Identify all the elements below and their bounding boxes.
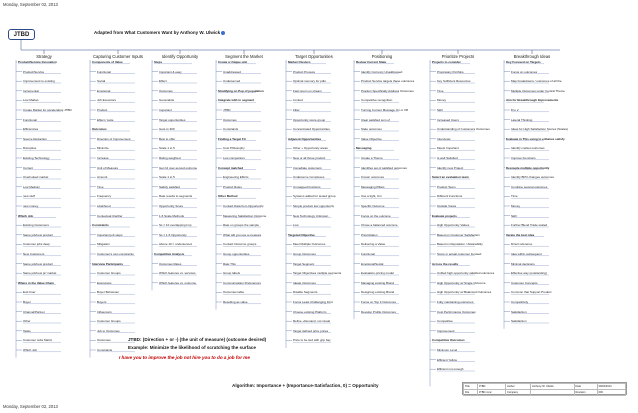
branch-1-node[interactable]: Minimize <box>97 146 109 151</box>
branch-3-title[interactable]: Segment the Market <box>225 54 263 59</box>
branch-2-node[interactable]: Important & easy <box>159 69 182 74</box>
branch-2-node[interactable]: Outcomes Rates <box>159 261 182 266</box>
info-icon[interactable] <box>221 31 225 35</box>
branch-5-node[interactable]: Identify Currency Unaddressed <box>361 69 403 74</box>
branch-7-node[interactable]: Further Blend Trade scaled <box>511 223 548 228</box>
branch-0-node[interactable]: Tasks <box>23 328 31 333</box>
branch-4-node[interactable]: Filter <box>293 108 300 112</box>
branch-3-node[interactable]: Contact Data from Opportunity <box>223 204 264 208</box>
branch-1-node[interactable]: Buyer Behaviour <box>97 290 120 295</box>
branch-1-node[interactable]: Unit of Measure <box>97 165 119 170</box>
branch-6-node[interactable]: Key Sufficient Resources <box>437 79 471 84</box>
branch-4-node[interactable]: Product Process <box>293 69 316 74</box>
title-block-cell: Author <box>505 384 530 390</box>
branch-7-node[interactable]: Customer Concepts <box>511 280 538 285</box>
branch-4-node[interactable]: Immediate customers <box>293 165 322 170</box>
branch-0-node[interactable]: Which Job <box>23 348 38 352</box>
branch-4-node[interactable]: Opportunity score group <box>293 117 326 122</box>
branch-0-node[interactable]: Disruptive <box>23 146 37 151</box>
branch-1-node[interactable]: Outcomes <box>97 338 111 343</box>
branch-6-node[interactable]: Efficient Yellow <box>437 357 457 362</box>
branch-3-node[interactable]: Create a Unique unit <box>218 60 248 64</box>
branch-5-node[interactable]: Develop Profile Outcomes <box>361 309 396 314</box>
title-block-cell: JTBD.mmc <box>477 390 505 396</box>
branch-6-node[interactable]: Score in actual customer focused <box>437 252 482 256</box>
branch-2-node[interactable]: Outcomes <box>159 88 173 93</box>
branch-0-node[interactable]: Current <box>23 165 34 170</box>
branch-6-node[interactable]: High Opportunity w/ Balanced Outcomes <box>437 290 492 295</box>
branch-7-node[interactable]: Satisfaction <box>511 319 527 324</box>
branch-4-node[interactable]: Simple product low opportunity <box>293 204 335 208</box>
branch-6-title[interactable]: Prioritize Projects <box>441 54 475 59</box>
branch-4-node[interactable]: Refine +Demand, not visual <box>293 319 330 324</box>
branch-4-node[interactable]: Underserve Complexes <box>293 175 325 180</box>
branch-4-node[interactable]: Targeted Objective <box>288 232 315 237</box>
branch-1-node[interactable]: Social <box>97 79 106 84</box>
branch-5-node[interactable]: Clear satisfied sum of <box>361 117 390 122</box>
branch-7-node[interactable]: Common that Support Product <box>511 290 552 295</box>
branch-7-node[interactable]: Satisfaction <box>511 309 527 314</box>
branch-0-node[interactable]: Create Market for accelerating JTBD <box>23 108 72 112</box>
branch-2-node[interactable]: Effect <box>159 79 167 84</box>
branch-6-node[interactable]: Unified high opportunity satisfied outcomes <box>437 271 495 276</box>
branch-3-node[interactable]: Unaddressed <box>223 69 241 74</box>
title-block-cell: Company <box>505 390 530 396</box>
branch-6-node[interactable]: Competitive Outcomes <box>432 338 465 343</box>
branch-0-node[interactable]: Same job/new product <box>23 261 53 266</box>
title-block-cell <box>531 390 575 396</box>
branch-4-node[interactable]: Ideate Outcomes <box>293 280 316 285</box>
branch-3-node[interactable]: Cost Philosophy <box>223 146 245 151</box>
header-date: Monday, September 02, 2013 <box>3 2 58 7</box>
branch-1-node[interactable]: Executives <box>97 280 112 285</box>
branch-5-node[interactable]: Known outcomes <box>361 175 385 180</box>
branch-0-node[interactable]: Efficiencies <box>23 127 39 132</box>
branch-3-node[interactable]: What will you use a measure <box>223 232 262 237</box>
branch-7-node[interactable]: Evaluate in This using to enhance satisfy <box>506 136 565 141</box>
branch-6-node[interactable]: Cost Performance Outcomes <box>437 309 476 314</box>
branch-4-node[interactable]: Limited <box>293 98 303 103</box>
branch-2-node[interactable]: Above 10 = underserved <box>159 242 192 247</box>
branch-6-node[interactable]: Product Team <box>437 184 456 189</box>
branch-1-node[interactable]: Direction of Improvement <box>97 136 131 141</box>
branch-0-node[interactable]: Product/Service Innovation <box>18 60 57 64</box>
branch-0-node[interactable]: Buyer <box>23 300 31 304</box>
branch-1-node[interactable]: Buyers <box>97 300 107 304</box>
branch-3-node[interactable]: Contact Outcome groups <box>223 242 257 247</box>
branch-6-node[interactable]: Based on Reputation / Attainability <box>437 242 483 247</box>
branch-1-node[interactable]: Effect / suite <box>97 117 114 122</box>
branch-4-node[interactable]: Target Segment <box>293 261 315 266</box>
example-note: Example: Minimize the likelihood of scratching the surface <box>128 345 256 350</box>
branch-7-node[interactable]: Ideas for High Satisfaction Scores (Scales) <box>511 127 569 132</box>
branch-3-node[interactable]: Communication Preferences <box>223 280 261 285</box>
branch-5-node[interactable]: Emotional/Social <box>361 261 384 266</box>
branch-2-node[interactable]: Target opportunities <box>159 117 186 122</box>
branch-4-node[interactable]: Price to be tied with grip bay <box>293 338 331 343</box>
branch-5-node[interactable]: Designing existing Brand <box>361 290 395 295</box>
branch-5-node[interactable]: Use a tight, Uni <box>361 194 382 199</box>
branch-2-node[interactable]: Best to offer <box>159 136 176 141</box>
branch-2-node[interactable]: Important <box>159 108 172 112</box>
branch-5-node[interactable]: Messaging <box>356 146 372 151</box>
branch-1-node[interactable]: Components of Value <box>92 60 123 64</box>
branch-5-node[interactable]: Position Specifically Address Outcomes <box>361 88 414 93</box>
branch-3-node[interactable]: Finding a Target Fit <box>218 136 246 141</box>
branch-2-node[interactable]: Gets to 300 <box>159 127 175 132</box>
branch-4-node[interactable]: Unmapped functions <box>293 184 321 189</box>
branch-4-node[interactable]: Optimal memory for pdts <box>293 79 326 84</box>
branch-3-node[interactable]: Group opportunities <box>223 252 250 256</box>
branch-0-node[interactable]: Customer Jobs Matrix <box>23 338 53 343</box>
branch-0-node[interactable]: new stuff <box>23 194 35 199</box>
branch-5-node[interactable]: Review Current State <box>356 60 387 64</box>
branch-0-node[interactable]: Product/Service <box>23 69 45 74</box>
branch-5-node[interactable]: Delivering a Value <box>361 242 386 247</box>
branch-7-node[interactable]: Idea within subsequent <box>511 252 542 256</box>
branch-7-node[interactable]: Identify market outcomes <box>511 146 545 151</box>
branch-4-node[interactable]: Focus Least Challenging First <box>293 300 333 304</box>
branch-6-node[interactable]: Minimum Level <box>437 348 458 352</box>
branch-2-node[interactable]: 1-5 Scale Methods <box>159 213 185 218</box>
branch-3-node[interactable]: Outcomes <box>223 117 237 122</box>
branch-7-node[interactable]: Decouple multiple opportunity <box>506 165 550 170</box>
branch-7-node[interactable]: Effective way (outstanding) <box>511 271 547 276</box>
branch-1-node[interactable]: Increase <box>97 156 109 160</box>
branch-6-node[interactable]: Is well Satisfied <box>437 156 458 160</box>
branch-2-node[interactable]: Which features vs. outcome <box>159 280 197 285</box>
root-topic[interactable]: JTBD <box>8 29 35 40</box>
branch-7-node[interactable]: Minimal decisions <box>511 261 535 266</box>
branch-5-node[interactable]: Competitive recognition <box>361 98 393 103</box>
algorithm-note: Algorithm: Importance + (Importance-Satisfaction, 0) = Opportunity <box>232 383 379 388</box>
branch-3-node[interactable]: JTBD <box>223 108 231 112</box>
branch-4-node[interactable]: Target defined price prices <box>293 328 329 333</box>
branch-2-node[interactable]: Competitive Analysis <box>154 252 185 256</box>
branch-1-node[interactable]: Frequency <box>97 194 112 199</box>
branch-4-node[interactable]: Disable Segments <box>293 290 318 295</box>
branch-1-node[interactable]: Interview Participants <box>92 261 124 266</box>
branch-3-node[interactable]: Rate This <box>223 261 236 266</box>
branch-0-node[interactable]: Channel/Partner <box>23 309 45 314</box>
branch-1-node[interactable]: Influencers <box>97 309 112 314</box>
branch-2-node[interactable]: Ss = 1-5 Opportunity <box>159 232 187 237</box>
branch-3-node[interactable]: Stratifying on Pop of population <box>218 88 264 93</box>
branch-3-node[interactable]: Resulting as value <box>223 300 248 304</box>
branch-4-node[interactable]: Group Outcomes <box>293 252 316 256</box>
branch-5-node[interactable]: Managing existing Brand <box>361 280 395 285</box>
branch-6-node[interactable]: Proprietary Portfolio <box>437 69 464 74</box>
branch-6-node[interactable]: High Opportunity Values <box>437 223 470 228</box>
title-block-cell: Anthony W. Ulwick <box>531 384 575 390</box>
branch-0-node[interactable]: Source Reduction <box>23 136 47 141</box>
branch-6-node[interactable]: Evaluate projects <box>432 213 457 218</box>
branch-0-node[interactable]: Customer jobs deep <box>23 242 50 247</box>
branch-3-node[interactable]: Underserved <box>223 79 241 84</box>
branch-7-node[interactable]: Lateral Thinking <box>511 117 533 122</box>
footer-date: Monday, September 02, 2013 <box>3 404 58 409</box>
branch-6-node[interactable]: Identify new Project <box>437 165 464 170</box>
branch-1-node[interactable]: Product <box>97 108 108 112</box>
branch-0-node[interactable]: Other <box>23 319 31 324</box>
branch-4-node[interactable]: Adjacent Opportunities <box>288 136 322 141</box>
branch-0-title[interactable]: Strategy <box>36 54 52 59</box>
branch-2-node[interactable]: Get rid over-served outcome <box>159 165 198 170</box>
branch-0-node[interactable]: New Customers <box>23 252 45 256</box>
branch-7-node[interactable]: Money <box>511 204 521 208</box>
branch-1-node[interactable]: Customer Groups <box>97 271 121 276</box>
branch-5-node[interactable]: Focus on Top 3 Outcomes <box>361 300 396 304</box>
branch-0-node[interactable]: new money <box>23 204 39 208</box>
branch-1-title[interactable]: Capturing Customer Inputs <box>92 54 144 59</box>
branch-0-node[interactable]: Where in the Value Chain <box>18 280 54 285</box>
branch-6-node[interactable]: High Opportunity w/ Single Outcome <box>437 280 486 285</box>
branch-7-node[interactable]: Competitivity <box>511 300 529 304</box>
branch-7-node[interactable]: Map breakdowns / outcomes of all the <box>511 79 562 84</box>
branch-5-node[interactable]: Functional <box>361 252 375 256</box>
branch-3-node[interactable]: Integrate with in segment <box>218 98 255 103</box>
branch-2-node[interactable]: Which features vs. services <box>159 271 196 276</box>
branch-7-node[interactable]: 8 to 2 <box>511 108 519 112</box>
branch-5-node[interactable]: Product Service targets these outcomes <box>361 79 415 84</box>
branch-2-node[interactable]: Scale 1 to 5 <box>159 146 175 151</box>
branch-0-node[interactable]: Same job/new product <box>23 232 53 237</box>
branch-7-title[interactable]: Breakthrough Ideas <box>513 54 551 59</box>
branch-1-node[interactable]: Constraints <box>92 223 109 228</box>
branch-3-node[interactable]: Measuring Satisfaction Outcome <box>223 213 267 218</box>
branch-2-node[interactable]: Rate results to segments <box>159 194 193 199</box>
branch-7-node[interactable]: Time <box>511 194 518 199</box>
branch-1-node[interactable]: Important job steps <box>97 232 123 237</box>
branch-1-node[interactable]: Customer's own constraints <box>97 252 134 256</box>
branch-5-node[interactable]: Chose a balanced outcome <box>361 223 398 228</box>
branch-6-node[interactable]: Improvement <box>437 328 455 333</box>
branch-4-node[interactable]: Low <box>293 223 299 228</box>
branch-0-node[interactable]: Existing Customers <box>23 223 49 228</box>
branch-0-node[interactable]: Low Market <box>23 98 39 103</box>
title-block-cell: 000 <box>597 390 625 396</box>
branch-2-title[interactable]: Identify Opportunity <box>161 54 199 59</box>
branch-1-node[interactable]: Time <box>97 184 104 189</box>
branch-6-node[interactable]: Money <box>437 98 447 103</box>
branch-4-node[interactable]: New or all those product <box>293 156 326 160</box>
branch-1-node[interactable]: Likelihood <box>97 204 111 208</box>
title-block-cell: Revision <box>574 390 597 396</box>
branch-6-node[interactable]: Skill <box>437 108 443 112</box>
branch-7-node[interactable]: Focus on outcomes <box>511 69 538 74</box>
branch-4-title[interactable]: Target Opportunities <box>295 54 333 59</box>
branch-0-node[interactable]: Low Medium <box>23 184 41 189</box>
branch-2-node[interactable]: Scale 1 to 5 <box>159 175 175 180</box>
branch-7-node[interactable]: Improve Functions <box>511 156 536 160</box>
branch-2-node[interactable]: Ss = 10 overlapping Imp <box>159 223 192 228</box>
branch-6-node[interactable]: Based on Customer Satisfaction <box>437 232 480 237</box>
branch-4-node[interactable]: Choose existing Platform <box>293 309 327 314</box>
title-block-cell: File <box>464 390 478 396</box>
branch-7-node[interactable]: Combine several outcomes <box>511 184 548 189</box>
branch-6-node[interactable]: Interviews <box>437 136 451 141</box>
branch-5-node[interactable]: Evaluation-pricing model <box>361 271 394 276</box>
branch-2-node[interactable]: Generalists <box>159 98 175 103</box>
branch-3-node[interactable]: Engineering Efforts <box>223 175 249 180</box>
branch-7-node[interactable]: Identify BPO changes outcomes <box>511 175 554 180</box>
branch-7-node[interactable]: Iterate the best idea <box>506 232 535 237</box>
branch-1-node[interactable]: Emotional <box>97 88 111 93</box>
branch-4-node[interactable]: Market Clusters <box>288 60 311 64</box>
branch-5-node[interactable]: State outcomes <box>361 127 382 132</box>
branch-1-node[interactable]: Outcomes <box>92 127 107 132</box>
branch-3-node[interactable]: Low competitors <box>223 156 245 160</box>
branch-6-node[interactable]: Across the results <box>432 261 459 266</box>
branch-1-node[interactable]: Mitigation <box>97 242 110 247</box>
branch-3-node[interactable]: Other Method <box>218 194 238 199</box>
branch-4-node[interactable]: Fast return on stream <box>293 88 322 93</box>
branch-4-node[interactable]: New Technology Unknown <box>293 213 329 218</box>
branch-3-node[interactable]: Product Roles <box>223 184 242 189</box>
branch-4-node[interactable]: Systems added for tested group <box>293 194 336 199</box>
branch-5-node[interactable]: Value Objective <box>361 136 382 141</box>
branch-1-node[interactable]: Job to Outcomes <box>97 328 120 333</box>
branch-1-node[interactable]: Amount <box>97 175 108 180</box>
branch-6-node[interactable]: Select an evaluation team <box>432 175 469 180</box>
branch-0-node[interactable]: Existing Technology <box>23 156 50 160</box>
branch-0-node[interactable]: Improvement to existing <box>23 79 55 84</box>
branch-5-node[interactable]: Messaging Pillars <box>361 184 385 189</box>
branch-7-node[interactable]: Aim for Breakthrough Improvements <box>506 98 559 103</box>
formula-note: JTBD: (Direction + or -) (the unit of measure) (outcome desired) <box>128 337 267 342</box>
branch-5-node[interactable]: Identifies set of satisfied outcomes <box>361 165 407 170</box>
branch-0-node[interactable]: Overlooked market <box>23 175 49 180</box>
branch-6-node[interactable]: Fully maintaining outcomes <box>437 300 474 304</box>
branch-0-node[interactable]: Which Job <box>18 213 34 218</box>
branch-2-node[interactable]: Steps <box>154 60 163 64</box>
branch-7-node[interactable]: Skill <box>511 213 517 218</box>
branch-1-node[interactable]: Functional <box>97 69 111 74</box>
branch-4-node[interactable]: Meet Multiple Outcomes <box>293 242 326 247</box>
branch-1-node[interactable]: Job Executors <box>97 98 117 103</box>
branch-0-node[interactable]: Same job/new pr/ market <box>23 271 57 276</box>
branch-3-node[interactable]: Rate on groups the sample <box>223 223 260 228</box>
branch-6-node[interactable]: Competitive <box>437 319 453 324</box>
branch-1-node[interactable]: Customer Groups <box>97 319 121 324</box>
branch-4-node[interactable]: Other + Opportunity areas <box>293 146 328 151</box>
branch-0-node[interactable]: End User <box>23 290 36 295</box>
branch-6-node[interactable]: Increased Users <box>437 117 459 122</box>
branch-7-node[interactable]: Multiple Outcomes under Central Theme <box>511 88 565 93</box>
branch-5-node[interactable]: Prioritization <box>361 232 378 237</box>
branch-5-title[interactable]: Positioning <box>371 54 393 59</box>
branch-3-node[interactable]: Concept matched <box>218 165 244 170</box>
branch-6-node[interactable]: Efficient not enough <box>437 367 464 372</box>
branch-3-node[interactable]: Outcomes table <box>223 290 245 295</box>
branch-5-node[interactable]: Create a Theme <box>361 156 383 160</box>
title-block-cell: Title <box>464 384 478 390</box>
branch-6-node[interactable]: Outside Views <box>437 204 457 208</box>
title-block-cell: JTBD <box>477 384 505 390</box>
branch-6-node[interactable]: Projects to consider <box>432 60 461 64</box>
branch-3-node[interactable]: Constraints <box>223 127 239 132</box>
branch-4-node[interactable]: Concentrated Opportunities <box>293 127 330 132</box>
branch-6-node[interactable]: Time <box>437 88 444 93</box>
branch-7-node[interactable]: Key Focused on Targets <box>506 60 541 64</box>
quote-note: I have you to improve the job not hire you to do a job for me <box>119 355 250 360</box>
title-block-cell: 09/02/2013 <box>597 384 625 390</box>
branch-3-node[interactable]: Group labels <box>223 271 241 276</box>
branch-6-node[interactable]: Meets Important <box>437 146 459 151</box>
branch-7-node[interactable]: Direct reference <box>511 242 533 247</box>
branch-0-node[interactable]: Incremental <box>23 88 39 93</box>
branch-6-node[interactable]: Different Functions <box>437 194 463 199</box>
branch-1-node[interactable]: Contextual Clarifier <box>97 213 123 218</box>
title-block <box>462 382 627 395</box>
branch-2-node[interactable]: Rating weighted <box>159 156 181 160</box>
branch-5-node[interactable]: Turning Current Message On or Off <box>361 108 409 112</box>
root-subtitle: Adapted from What Customers Want by Anthony W. Ulwick <box>94 30 225 35</box>
branch-0-node[interactable]: Functional <box>23 117 37 122</box>
branch-2-node[interactable]: Opportunity Score <box>159 204 184 208</box>
branch-5-node[interactable]: Focus on the outcome <box>361 213 391 218</box>
branch-4-node[interactable]: Target Objectives multiple segments <box>293 271 342 276</box>
branch-5-node[interactable]: Specific Outcome <box>361 204 385 208</box>
branch-1-node[interactable]: Constraints <box>97 348 113 352</box>
title-block-row <box>464 390 626 396</box>
branch-6-node[interactable]: Understanding of Customers Outcomes <box>437 127 490 132</box>
branch-2-node[interactable]: Satisfy satisfied <box>159 184 180 189</box>
title-block-cell: Date <box>574 384 597 390</box>
